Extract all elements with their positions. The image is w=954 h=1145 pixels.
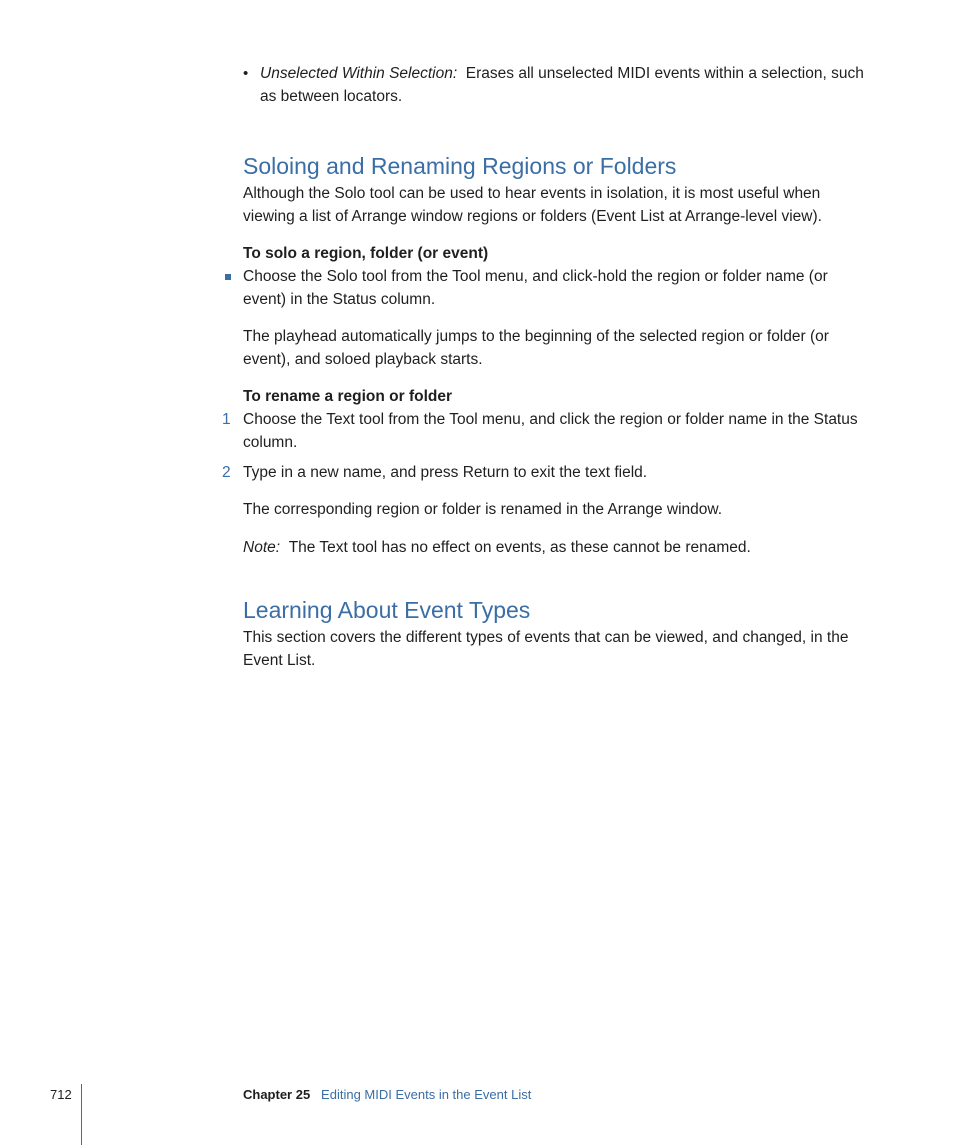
task-title-rename: To rename a region or folder [243, 388, 453, 405]
step-text: Type in a new name, and press Return to exit the text field. [243, 464, 648, 481]
section-intro-soloing: Although the Solo tool can be used to hear events in isolation, it is most useful when viewing a list of Arrange window regions or folders (Event List at Arrange-level view). [243, 185, 822, 225]
section-intro-event-types: This section covers the different types of events that can be viewed, and changed, in the Event List. [243, 629, 849, 669]
task-title-solo: To solo a region, folder (or event) [243, 245, 489, 262]
chapter-title: Editing MIDI Events in the Event List [321, 1087, 532, 1102]
square-bullet-icon [225, 274, 231, 280]
bullet-term: Unselected Within Selection: [260, 65, 458, 82]
note-text: The Text tool has no effect on events, as these cannot be renamed. [288, 539, 751, 556]
section-heading-soloing: Soloing and Renaming Regions or Folders [243, 153, 677, 179]
note-label: Note: [243, 539, 281, 556]
task-result-rename: The corresponding region or folder is renamed in the Arrange window. [243, 501, 723, 518]
step-number: 2 [222, 464, 231, 481]
bullet-dot: • [243, 65, 249, 82]
intro-bullet-item [260, 62, 880, 108]
footer-divider [81, 1084, 82, 1145]
section-heading-event-types: Learning About Event Types [243, 597, 531, 623]
step-text: Choose the Text tool from the Tool menu, and click the region or folder name in the Status column. [243, 411, 858, 451]
bullet-text: Erases all unselected MIDI events within a selection, such as between locators. [260, 65, 864, 105]
chapter-label: Chapter 25 [243, 1087, 311, 1102]
note [243, 536, 873, 559]
task-step-solo: Choose the Solo tool from the Tool menu, and click-hold the region or folder name (or event) in the Status column. [243, 268, 828, 308]
footer-chapter [243, 1087, 883, 1103]
task-result-solo: The playhead automatically jumps to the beginning of the selected region or folder (or event), and soloed playback starts. [243, 328, 829, 368]
page-number: 712 [50, 1087, 72, 1102]
step-number: 1 [222, 411, 231, 428]
